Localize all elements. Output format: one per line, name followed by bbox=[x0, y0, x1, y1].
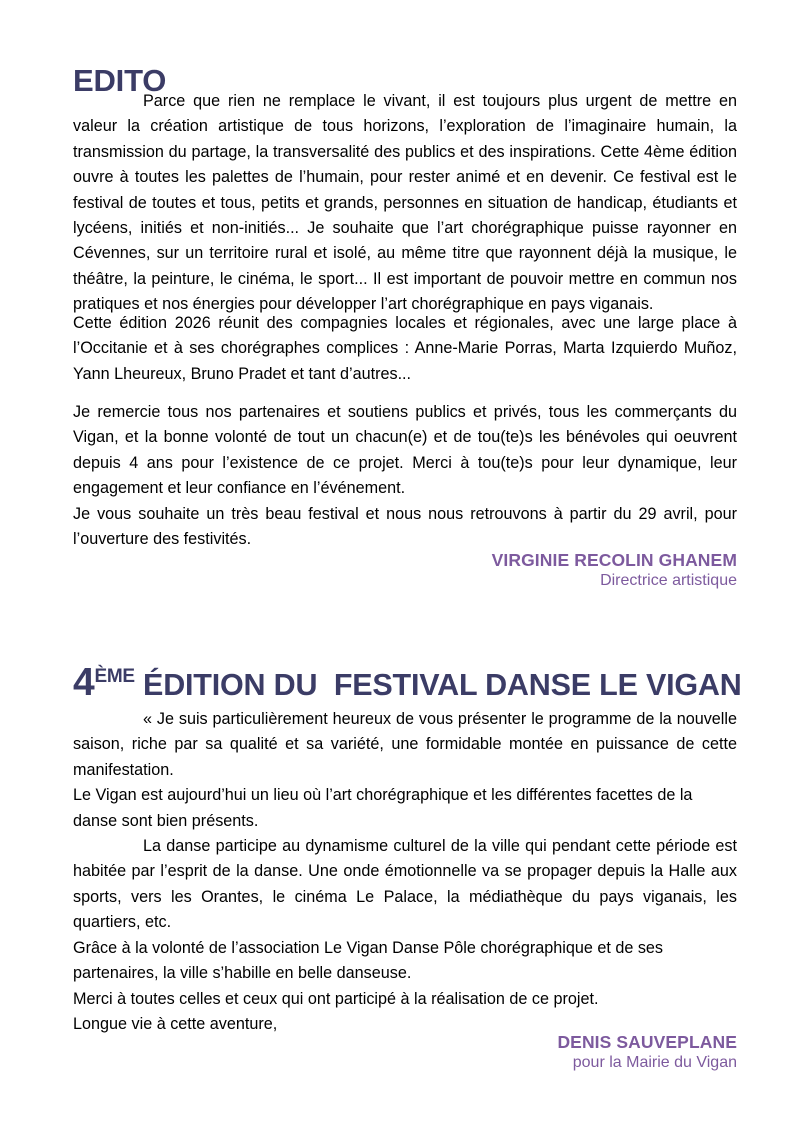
festival-paragraph-3 bbox=[73, 987, 737, 1038]
festival-paragraph-2-main: La danse participe au dynamisme culturel de la ville qui pendant cette période est habitée par l’esprit de la danse. Une onde émotionnelle va se propager depuis la Halle aux sports, vers les Orantes, le cinéma Le Palace, la médiathèque du pays viganais, les quartiers, etc. bbox=[73, 837, 737, 932]
festival-edition-ordinal-suffix: ÈME bbox=[94, 666, 135, 688]
festival-edition-number: 4 bbox=[73, 661, 95, 705]
festival-paragraph-2 bbox=[73, 834, 737, 986]
signature-name: VIRGINIE RECOLIN GHANEM bbox=[491, 550, 737, 570]
edito-paragraph-4: Je vous souhaite un très beau festival et nous nous retrouvons à partir du 29 avril, pour l’ouverture des festivités. bbox=[73, 505, 737, 549]
page-title-festival bbox=[73, 661, 742, 705]
edito-paragraph-1: Parce que rien ne remplace le vivant, il est toujours plus urgent de mettre en valeur la création artistique de tous horizons, l’exploration de l’imaginaire humain, la transmission du partage, la transversalité des publics et des inspirations. Cette 4ème édition ouvre à toutes les palettes de l’humain, pour rester animé et en devenir. Ce festival est le festival de toutes et tous, petits et grands, personnes en situation de handicap, étudiants et lycéens, initiés et non-initiés... Je souhaite que l’art chorégraphique puisse rayonner en Cévennes, sur un territoire rural et isolé, au même titre que rayonnent déjà la musique, le théâtre, la peinture, le cinéma, le sport... Il est important de pouvoir mettre en commun nos pratiques et nos énergies pour développer l’art chorégraphique en pays viganais. bbox=[73, 92, 737, 314]
edito-paragraph-3: Je remercie tous nos partenaires et soutiens publics et privés, tous les commerçants du Vigan, et la bonne volonté de tout un chacun(e) et de tou(te)s les bénévoles qui oeuvrent depuis 4 ans pour l’existence de ce projet. Merci à tou(te)s pour leur dynamique, leur engagement et leur confiance en l’événement. bbox=[73, 403, 737, 498]
festival-paragraph-1 bbox=[73, 707, 737, 834]
signature-name: DENIS SAUVEPLANE bbox=[557, 1032, 737, 1052]
page-title-edito: EDITO bbox=[73, 62, 167, 98]
festival-paragraph-3-main: Merci à toutes celles et ceux qui ont participé à la réalisation de ce projet. bbox=[73, 990, 599, 1008]
edito-paragraph-2: Cette édition 2026 réunit des compagnies locales et régionales, avec une large place à l’Occitanie et à ses chorégraphes complices : Anne-Marie Porras, Marta Izquierdo Muñoz, Yann Lheureux, Bruno Pradet et tant d’autres... bbox=[73, 314, 737, 383]
festival-paragraph-1-line-2: Le Vigan est aujourd’hui un lieu où l’art chorégraphique et les différentes facettes de la danse sont bien présents. bbox=[73, 786, 693, 830]
signature-role: pour la Mairie du Vigan bbox=[572, 1054, 737, 1071]
festival-paragraph-3-line-2: Longue vie à cette aventure, bbox=[73, 1015, 278, 1034]
festival-paragraph-1-main: « Je suis particulièrement heureux de vous présenter le programme de la nouvelle saison, riche par sa qualité et sa variété, une formidable montée en puissance de cette manifestation. bbox=[73, 710, 737, 779]
signature-block-artistic-director bbox=[73, 550, 737, 591]
signature-block-mairie bbox=[73, 1032, 737, 1073]
festival-title-rest: ÉDITION DU FESTIVAL DANSE LE VIGAN bbox=[134, 668, 742, 703]
signature-role: Directrice artistique bbox=[600, 572, 737, 589]
festival-paragraph-2-line-2: Grâce à la volonté de l’association Le Vigan Danse Pôle chorégraphique et de ses partenaires, la ville s’habille en belle danseuse. bbox=[73, 938, 664, 983]
